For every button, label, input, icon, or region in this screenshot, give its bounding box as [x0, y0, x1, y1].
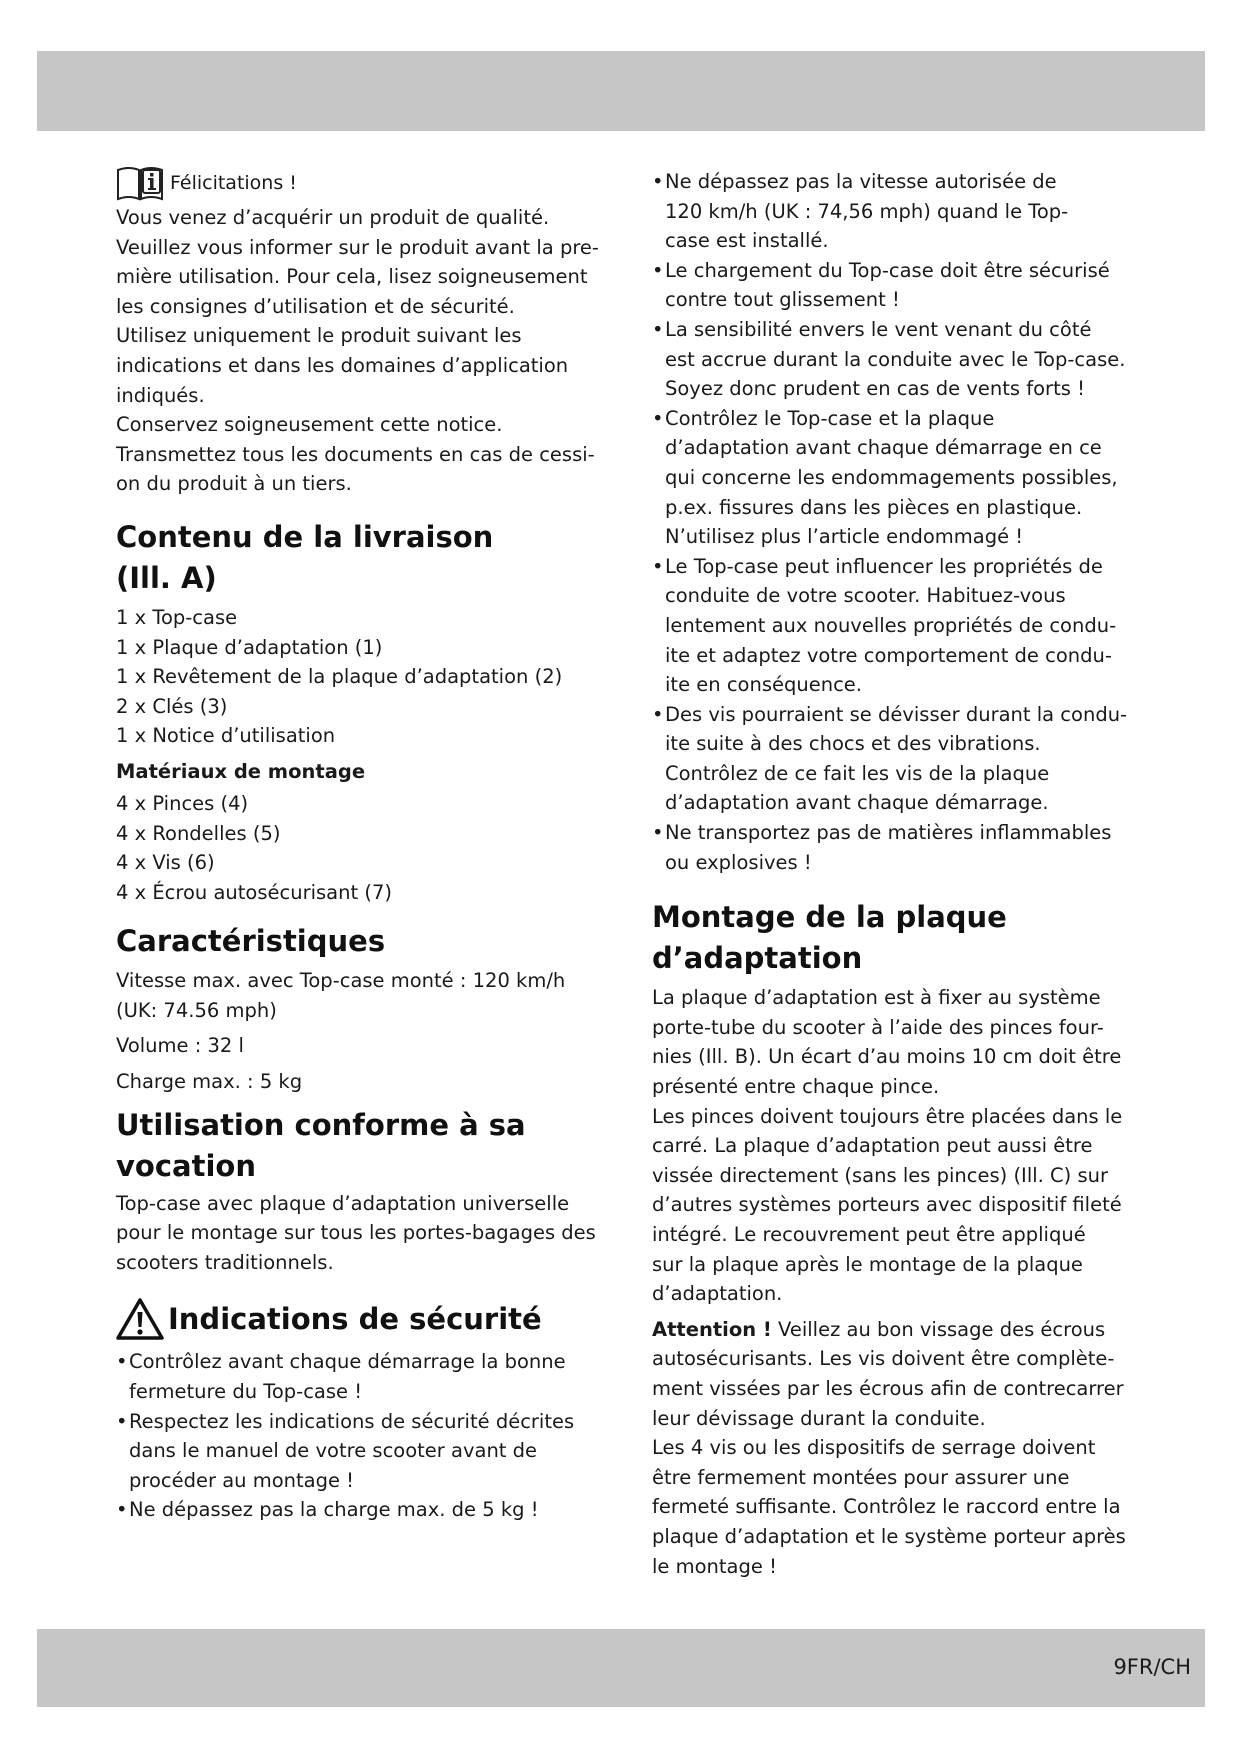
list-item: 4 x Rondelles (5)	[116, 821, 281, 845]
text-line: d’adaptation.	[652, 1282, 783, 1306]
list-item: 4 x Vis (6)	[116, 851, 215, 875]
text-line: qui concerne les endommagements possibles,	[665, 465, 1118, 489]
usage-heading	[116, 1105, 602, 1187]
text-line: conduite de votre scooter. Habituez-vous	[665, 584, 1066, 608]
safety-list-right	[652, 167, 1132, 877]
specs-block	[116, 966, 602, 1096]
text-line: p.ex. fissures dans les pièces en plastique.	[665, 495, 1083, 519]
text-line: autosécurisants. Les vis doivent être complète-	[652, 1347, 1115, 1371]
list-item: 1 x Plaque d’adaptation (1)	[116, 635, 383, 659]
page-number: 9FR/CH	[1113, 1655, 1191, 1679]
text-line: leur dévissage durant la conduite.	[652, 1406, 986, 1430]
text-line: • Contrôlez avant chaque démarrage la bonne	[129, 1350, 566, 1374]
delivery-list	[116, 603, 602, 751]
specs-speed	[116, 966, 602, 1025]
montage-heading	[652, 897, 1132, 979]
text-line: Vitesse max. avec Top-case monté : 120 km/h	[116, 969, 566, 993]
attention-first-line: Veillez au bon vissage des écrous	[771, 1317, 1106, 1341]
text-line: procéder au montage !	[129, 1468, 354, 1492]
heading-line: Montage de la plaque	[652, 900, 1007, 935]
text-line: nies (Ill. B). Un écart d’au moins 10 cm doit être	[652, 1045, 1122, 1069]
footer-bar	[37, 1629, 1205, 1707]
text-line: est accrue durant la conduite avec le Top-case.	[665, 347, 1126, 371]
safety-bullet	[652, 552, 1132, 700]
specs-volume: Volume : 32 l	[116, 1034, 244, 1058]
attention-label: Attention !	[652, 1317, 772, 1341]
text-line: case est installé.	[665, 229, 829, 253]
safety-bullet	[652, 404, 1132, 552]
attention-text	[652, 1315, 1132, 1581]
text-line: La plaque d’adaptation est à fixer au système	[652, 986, 1101, 1010]
text-line: • Des vis pourraient se dévisser durant la condu-	[665, 702, 1128, 726]
text-line	[652, 1315, 1132, 1345]
text-line: ment vissées par les écrous afin de contrecarrer	[652, 1376, 1124, 1400]
text-line: Soyez donc prudent en cas de vents forts !	[665, 377, 1085, 401]
text-line: vissée directement (sans les pinces) (Ill. C) sur	[652, 1163, 1109, 1187]
text-line: ou explosives !	[665, 850, 812, 874]
text-line: les consignes d’utilisation et de sécurité.	[116, 294, 515, 318]
text-line: dans le manuel de votre scooter avant de	[129, 1439, 538, 1463]
mounting-list	[116, 789, 602, 907]
text-line: sur la plaque après le montage de la plaque	[652, 1252, 1083, 1276]
text-line: • Le Top-case peut influencer les propriétés de	[665, 554, 1103, 578]
heading-line: d’adaptation	[652, 941, 863, 976]
left-column	[116, 165, 602, 1525]
list-item: 1 x Revêtement de la plaque d’adaptation (2)	[116, 665, 563, 689]
text-line: fermeté suffisante. Contrôlez le raccord entre la	[652, 1495, 1121, 1519]
text-line: contre tout glissement !	[665, 288, 900, 312]
list-item: 1 x Top-case	[116, 605, 238, 629]
heading-line: Utilisation conforme à sa	[116, 1107, 526, 1142]
text-line: N’utilisez plus l’article endommagé !	[665, 525, 1024, 549]
mounting-heading: Matériaux de montage	[116, 759, 366, 783]
text-line: • La sensibilité envers le vent venant du côté	[665, 317, 1092, 341]
usage-text	[116, 1189, 602, 1278]
list-item: 2 x Clés (3)	[116, 694, 228, 718]
text-line: Vous venez d’acquérir un produit de qualité.	[116, 206, 550, 229]
heading-line: Contenu de la livraison	[116, 519, 494, 554]
text-line: 120 km/h (UK : 74,56 mph) quand le Top-	[665, 199, 1069, 223]
safety-bullet	[116, 1407, 602, 1496]
montage-text	[652, 983, 1132, 1309]
intro-text	[116, 203, 602, 499]
safety-bullet	[652, 256, 1132, 315]
text-line: • Ne dépassez pas la vitesse autorisée de	[665, 170, 1057, 193]
text-line: Utilisez uniquement le produit suivant les	[116, 324, 522, 348]
text-line: d’adaptation avant chaque démarrage en ce	[665, 436, 1102, 460]
text-line: • Respectez les indications de sécurité décrites	[129, 1409, 575, 1433]
text-line: • Le chargement du Top-case doit être sécurisé	[665, 258, 1110, 282]
intro-header	[116, 165, 602, 201]
safety-bullet	[652, 315, 1132, 404]
safety-bullet	[652, 700, 1132, 818]
specs-load: Charge max. : 5 kg	[116, 1070, 303, 1094]
header-bar	[37, 51, 1205, 131]
text-line: (UK: 74.56 mph)	[116, 998, 277, 1022]
safety-bullet	[116, 1347, 602, 1406]
text-line: être fermement montées pour assurer une	[652, 1465, 1070, 1489]
text-line: présenté entre chaque pince.	[652, 1075, 940, 1099]
safety-header	[116, 1297, 602, 1341]
text-line: Top-case avec plaque d’adaptation universelle	[116, 1191, 570, 1215]
text-line: le montage !	[652, 1554, 777, 1578]
intro-title: Félicitations !	[170, 172, 297, 194]
text-line: Transmettez tous les documents en cas de cessi-	[116, 442, 595, 466]
list-item: 4 x Écrou autosécurisant (7)	[116, 880, 392, 904]
text-line: mière utilisation. Pour cela, lisez soigneusement	[116, 265, 588, 289]
text-line: d’adaptation avant chaque démarrage.	[665, 791, 1049, 815]
safety-list-left	[116, 1347, 602, 1525]
text-line: carré. La plaque d’adaptation peut aussi être	[652, 1134, 1093, 1158]
text-line: lentement aux nouvelles propriétés de condu-	[665, 613, 1117, 637]
text-line: d’autres systèmes porteurs avec dispositif fileté	[652, 1193, 1122, 1217]
safety-bullet	[652, 818, 1132, 877]
text-line: ite suite à des chocs et des vibrations.	[665, 732, 1041, 756]
heading-line: vocation	[116, 1148, 256, 1183]
specs-heading: Caractéristiques	[116, 924, 386, 959]
safety-bullet	[652, 167, 1132, 256]
list-item: 1 x Notice d’utilisation	[116, 724, 336, 748]
text-line: Contrôlez de ce fait les vis de la plaque	[665, 761, 1050, 785]
text-line: fermeture du Top-case !	[129, 1380, 363, 1404]
text-line: ite et adaptez votre comportement de condu-	[665, 643, 1112, 667]
safety-heading: Indications de sécurité	[168, 1301, 542, 1336]
text-line: • Contrôlez le Top-case et la plaque	[665, 406, 995, 430]
text-line: on du produit à un tiers.	[116, 472, 352, 496]
heading-line: (Ill. A)	[116, 560, 217, 595]
text-line: pour le montage sur tous les portes-bagages des	[116, 1221, 596, 1245]
info-book-icon	[116, 165, 164, 201]
safety-bullet	[116, 1495, 602, 1525]
list-item: 4 x Pinces (4)	[116, 791, 249, 815]
text-line: • Ne dépassez pas la charge max. de 5 kg !	[129, 1498, 539, 1522]
text-line: scooters traditionnels.	[116, 1250, 334, 1274]
text-line: indications et dans les domaines d’application	[116, 353, 569, 377]
text-line: Veuillez vous informer sur le produit avant la pre-	[116, 235, 599, 259]
text-line: ite en conséquence.	[665, 673, 862, 697]
text-line: Les 4 vis ou les dispositifs de serrage doivent	[652, 1436, 1096, 1460]
text-line: Conservez soigneusement cette notice.	[116, 413, 503, 437]
delivery-heading	[116, 517, 602, 599]
text-line: porte-tube du scooter à l’aide des pinces four-	[652, 1015, 1104, 1039]
right-column	[652, 167, 1132, 1581]
warning-triangle-icon	[116, 1297, 164, 1341]
text-line: plaque d’adaptation et le système porteur après	[652, 1524, 1126, 1548]
text-line: indiqués.	[116, 383, 205, 407]
text-line: Les pinces doivent toujours être placées dans le	[652, 1104, 1123, 1128]
text-line: • Ne transportez pas de matières inflammables	[665, 821, 1112, 845]
text-line: intégré. Le recouvrement peut être appliqué	[652, 1223, 1086, 1246]
